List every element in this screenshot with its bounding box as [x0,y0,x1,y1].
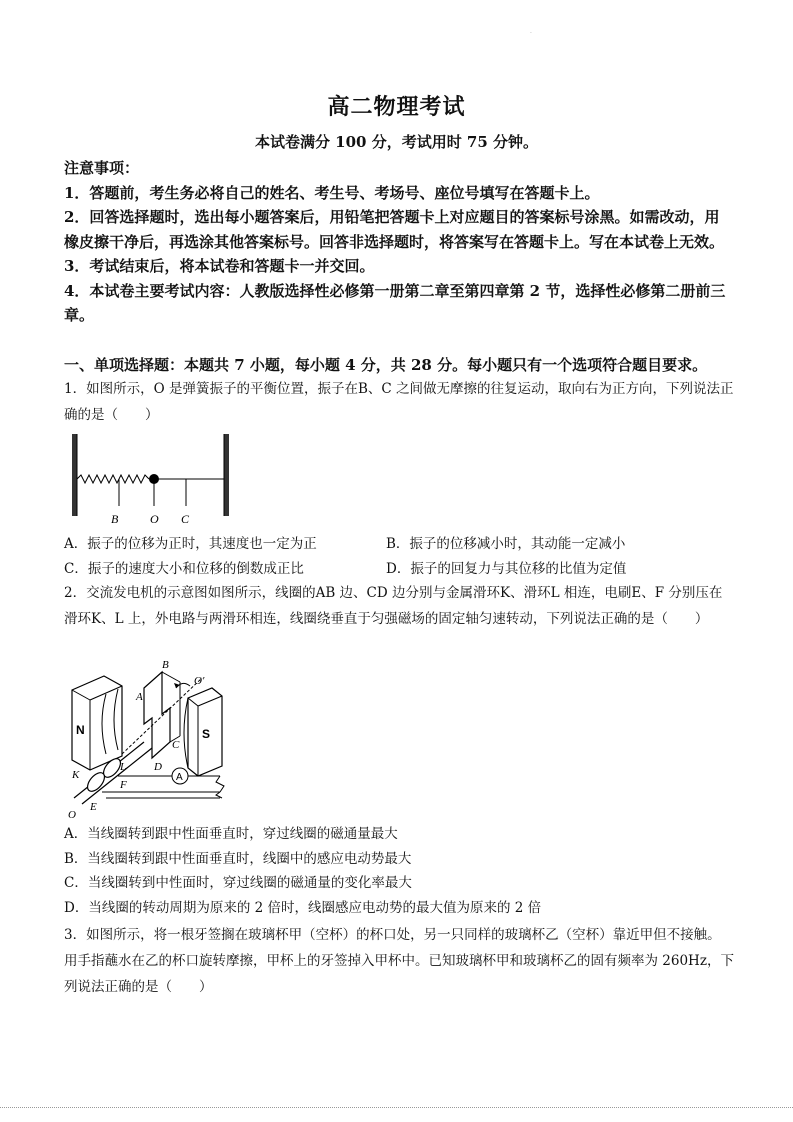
ammeter-label: A [176,772,183,783]
section-heading: 一、单项选择题：本题共 7 小题，每小题 4 分，共 28 分。每小题只有一个选项符合题目要求。 [64,356,708,374]
label-f: F [120,779,127,791]
label-k: K [72,769,80,781]
notes-section [64,156,732,328]
label-o: O [68,809,76,820]
label-l: L [120,761,127,773]
right-wall [224,434,229,516]
question-1-options [64,532,734,581]
coil [144,672,170,758]
option-c: C．当线圈转到中性面时，穿过线圈的磁通量的变化率最大 [64,875,412,891]
spring-oscillator-figure [66,430,246,530]
note-item: 2．回答选择题时，选出每小题答案后，用铅笔把答题卡上对应题目的答案标号涂黑。如需改动，用橡皮擦干净后，再选涂其他答案标号。回答非选择题时，将答案写在答题卡上。写在本试卷上无效。 [64,208,725,251]
page-divider [0,1107,793,1109]
option-c: C．振子的速度大小和位移的倒数成正比 [64,560,304,577]
label-n: N [76,723,85,737]
label-s: S [202,727,211,741]
label-b: B [162,659,169,671]
option-b: B．振子的位移减小时，其动能一定减小 [386,536,626,552]
option-d: D．振子的回复力与其位移的比值为定值 [386,560,627,577]
scan-dot: · [530,30,532,37]
question-1-stem: 1．如图所示，O 是弹簧振子的平衡位置，振子在B、C 之间做无摩擦的往复运动，取向右为正方向，下列说法正确的是（ ） [64,381,734,423]
label-d: D [154,761,162,773]
label-o: O [150,512,159,526]
option-b: B．当线圈转到跟中性面垂直时，线圈中的感应电动势最大 [64,850,412,867]
label-e: E [90,801,97,813]
label-b: B [111,512,119,526]
exam-info: 本试卷满分 100 分，考试用时 75 分钟。 [254,133,539,151]
label-o-prime: O′ [194,675,205,687]
label-c: C [181,512,190,526]
note-item: 1．答题前，考生务必将自己的姓名、考生号、考场号、座位号填写在答题卡上。 [64,183,600,202]
label-c: C [172,739,180,751]
ac-generator-figure [62,658,242,820]
option-a: A．振子的位移为正时，其速度也一定为正 [64,536,317,552]
note-item: 4．本试卷主要考试内容：人教版选择性必修第一册第二章至第四章第 2 节，选择性必修第二册前三章。 [64,281,726,324]
option-a: A．当线圈转到跟中性面垂直时，穿过线圈的磁通量最大 [64,826,398,842]
spring [77,475,149,483]
question-2-options [64,822,734,920]
question-2-stem: 2．交流发电机的示意图如图所示，线圈的AB 边、CD 边分别与金属滑环K、滑环L 相连，电刷E、F 分别压在滑环K、L 上，外电路与两滑环相连，线圈绕垂直于匀强磁场的固定轴匀速转动，下列说法正确的是（ ） [64,585,723,627]
page-title: 高二物理考试 [327,94,466,120]
notes-heading: 注意事项： [64,159,140,177]
note-item: 3．考试结束后，将本试卷和答题卡一并交回。 [64,257,375,275]
question-3-stem: 3．如图所示，将一根牙签搁在玻璃杯甲（空杯）的杯口处，另一只同样的玻璃杯乙（空杯）靠近甲但不接触。用手指蘸水在乙的杯口旋转摩擦，甲杯上的牙签掉入甲杯中。已知玻璃杯甲和玻璃杯乙的固有频率为 260Hz，下列说法正确的是（ ） [64,927,734,995]
option-d: D．当线圈的转动周期为原来的 2 倍时，线圈感应电动势的最大值为原来的 2 倍 [64,899,542,916]
left-wall [72,434,77,516]
label-a: A [136,691,143,703]
